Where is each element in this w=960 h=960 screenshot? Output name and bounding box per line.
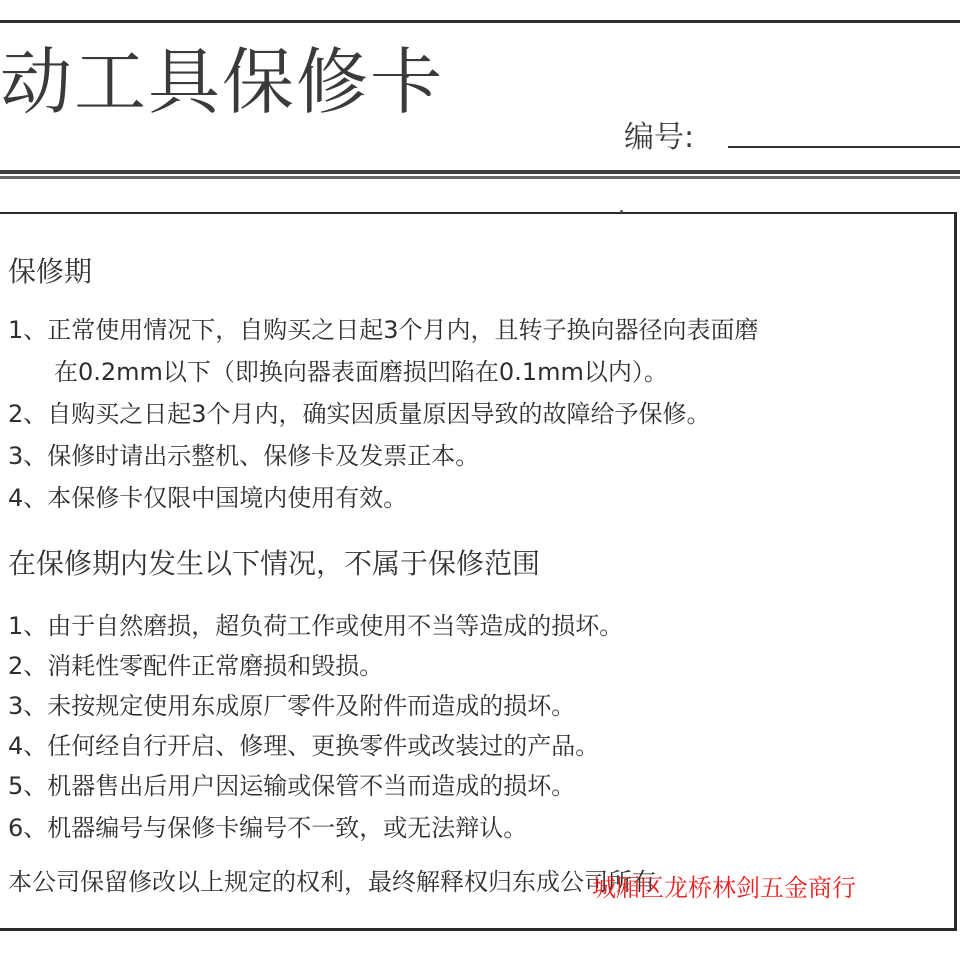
item-text: 机器售出后用户因运输或保管不当而造成的损坏。 xyxy=(47,772,576,800)
item-text: 未按规定使用东成原厂零件及附件而造成的损坏。 xyxy=(47,692,576,720)
rights-statement: 本公司保留修改以上规定的权利，最终解释权归东成公司所有 xyxy=(8,868,656,896)
warranty-item xyxy=(8,402,711,426)
item-text: 消耗性零配件正常磨损和毁损。 xyxy=(47,652,384,680)
exclusion-item xyxy=(8,816,527,840)
item-text: 保修时请出示整机、保修卡及发票正本。 xyxy=(47,442,480,470)
item-number: 4、 xyxy=(8,484,48,512)
warranty-item xyxy=(8,318,759,342)
exclusion-item xyxy=(8,654,383,678)
warranty-period-heading: 保修期 xyxy=(8,255,93,288)
item-number: 3、 xyxy=(8,442,48,470)
item-number: 1、 xyxy=(8,612,48,640)
item-number: 6、 xyxy=(8,814,48,842)
warranty-item xyxy=(8,486,407,510)
item-number: 2、 xyxy=(8,400,48,428)
exclusions-heading: 在保修期内发生以下情况，不属于保修范围 xyxy=(8,547,541,580)
top-border xyxy=(0,20,960,23)
item-text: 在0.2mm以下（即换向器表面磨损凹陷在0.1mm以内）。 xyxy=(54,358,668,386)
exclusion-item xyxy=(8,694,575,718)
exclusion-item xyxy=(8,614,623,638)
exclusion-item xyxy=(8,734,599,758)
exclusion-item xyxy=(8,774,575,798)
header-divider-secondary xyxy=(0,176,960,179)
item-text: 正常使用情况下，自购买之日起3个月内，且转子换向器径向表面磨 xyxy=(47,316,759,344)
item-number: 5、 xyxy=(8,772,48,800)
header-divider xyxy=(0,170,960,174)
card-title: 动工具保修卡 xyxy=(0,40,445,124)
print-speck xyxy=(620,210,623,213)
warranty-item xyxy=(8,444,479,468)
warranty-item-continuation xyxy=(54,360,668,384)
item-number: 1、 xyxy=(8,316,48,344)
item-text: 任何经自行开启、修理、更换零件或改装过的产品。 xyxy=(47,732,600,760)
item-number: 2、 xyxy=(8,652,48,680)
item-text: 本保修卡仅限中国境内使用有效。 xyxy=(47,484,408,512)
serial-number-field xyxy=(728,146,960,148)
item-text: 机器编号与保修卡编号不一致，或无法辩认。 xyxy=(47,814,528,842)
shop-watermark: 城厢区龙桥林剑五金商行 xyxy=(592,874,856,902)
serial-number-label: 编号: xyxy=(624,120,695,155)
item-number: 3、 xyxy=(8,692,48,720)
item-text: 由于自然磨损，超负荷工作或使用不当等造成的损坏。 xyxy=(47,612,624,640)
item-text: 自购买之日起3个月内，确实因质量原因导致的故障给予保修。 xyxy=(47,400,711,428)
item-number: 4、 xyxy=(8,732,48,760)
